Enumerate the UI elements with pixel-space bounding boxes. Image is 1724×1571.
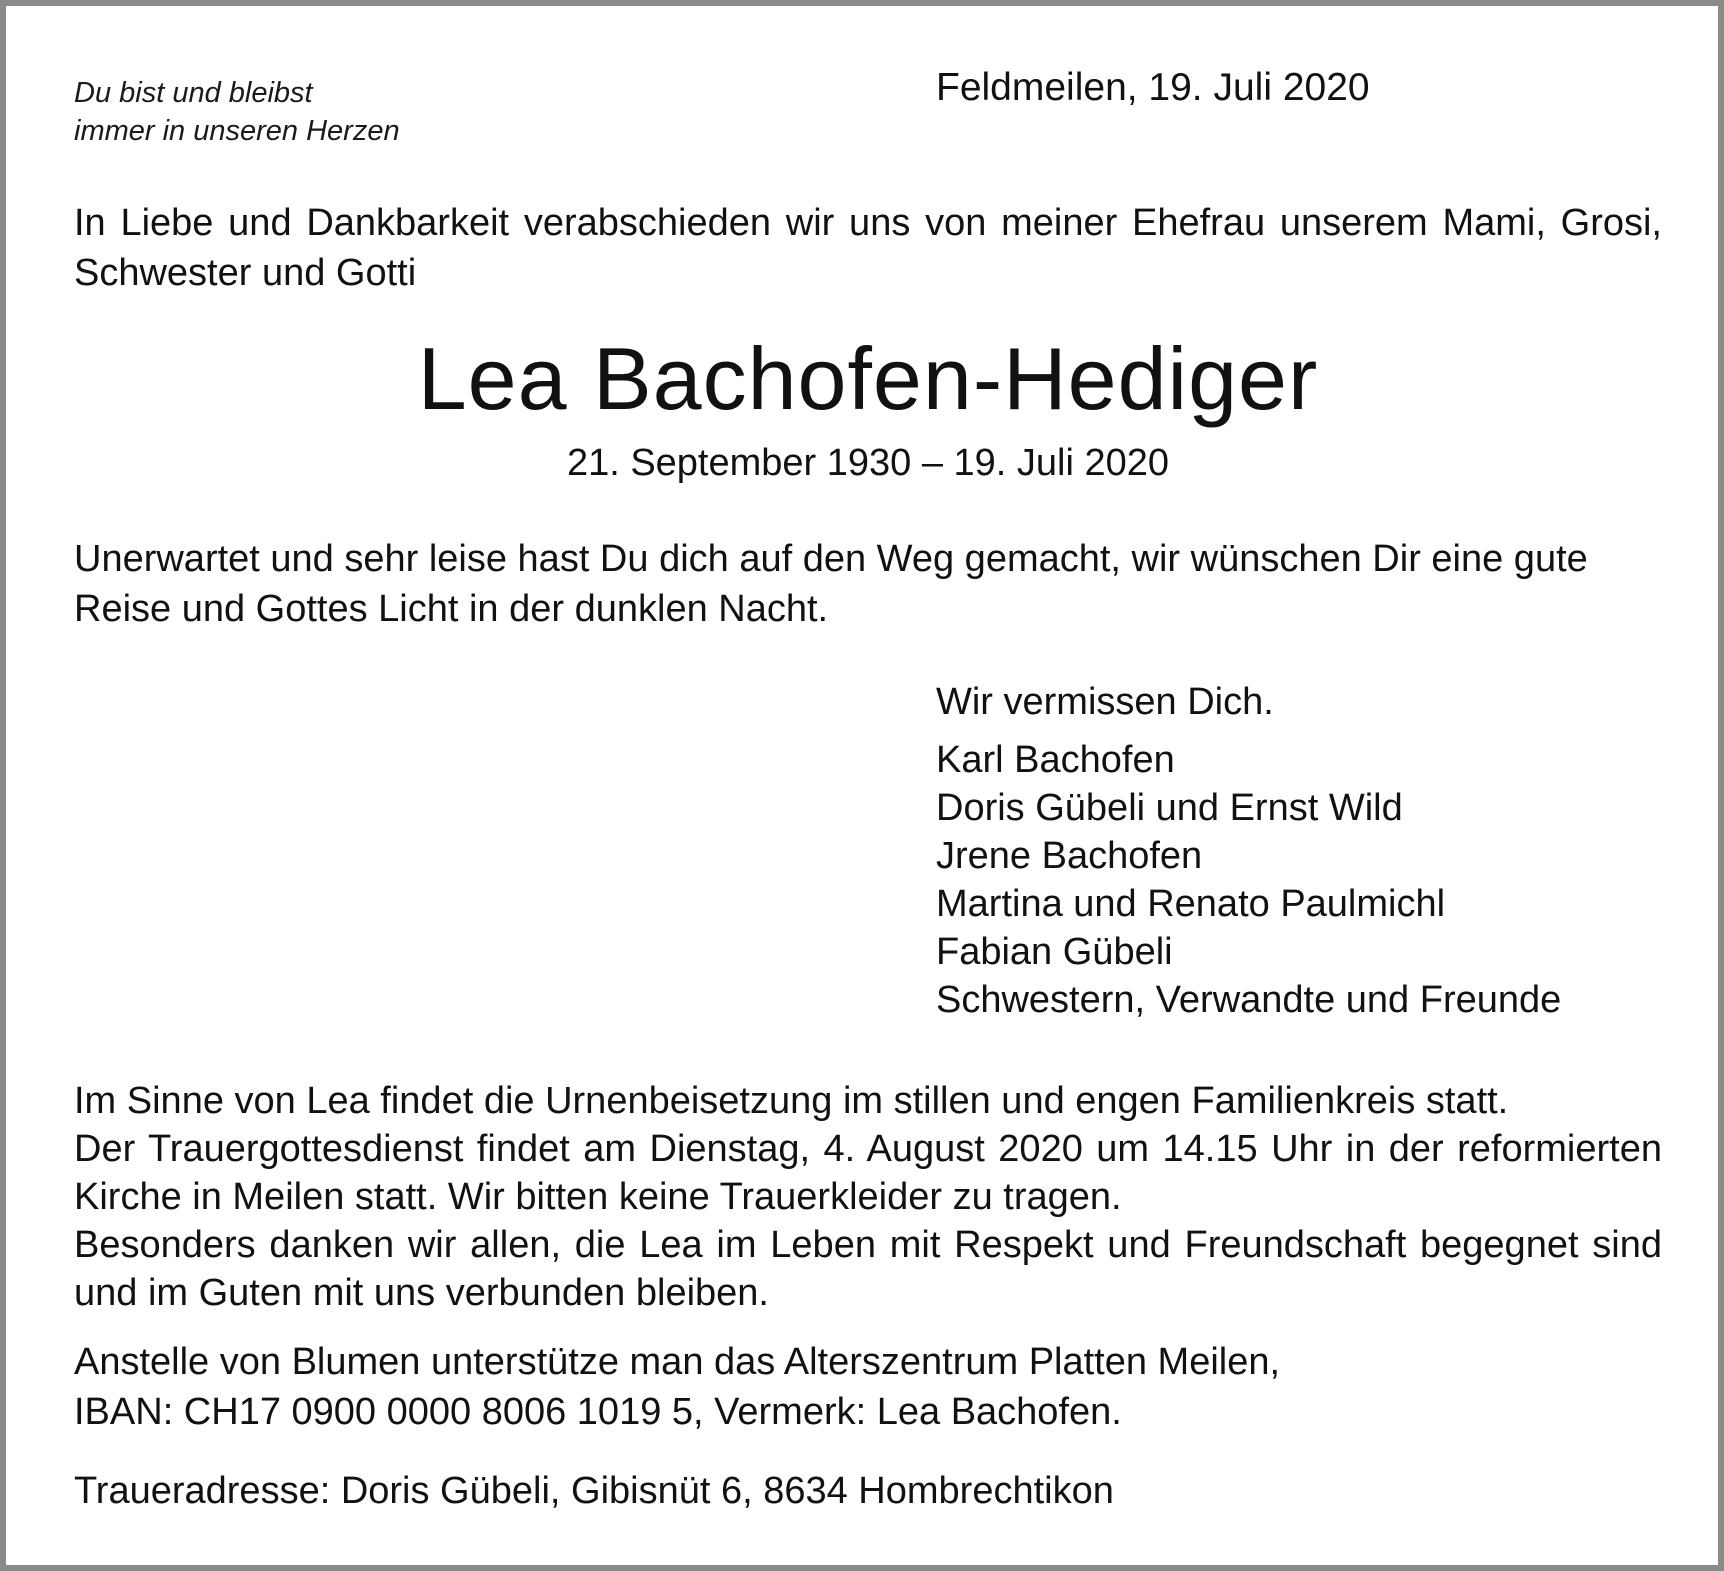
signoff xyxy=(936,678,1561,1024)
deceased-name: Lea Bachofen-Hediger xyxy=(417,329,1319,428)
donation-line-2: IBAN: CH17 0900 0000 8006 1019 5, Vermerk: Lea Bachofen. xyxy=(74,1391,1122,1433)
farewell-text: Unerwartet und sehr leise hast Du dich auf den Weg gemacht, wir wünschen Dir eine gute Reise und Gottes Licht in der dunklen Nacht. xyxy=(74,538,1588,630)
mourning-address: Traueradresse: Doris Gübeli, Gibisnüt 6, 8634 Hombrechtikon xyxy=(74,1470,1114,1512)
mourner-name: Martina und Renato Paulmichl xyxy=(936,883,1446,925)
mourner-name: Fabian Gübeli xyxy=(936,931,1173,973)
mourner-name: Schwestern, Verwandte und Freunde xyxy=(936,979,1562,1021)
life-dates: 21. September 1930 – 19. Juli 2020 xyxy=(566,442,1170,484)
donation-info xyxy=(74,1337,1662,1437)
place-date: Feldmeilen, 19. Juli 2020 xyxy=(936,66,1370,109)
mourner-name: Jrene Bachofen xyxy=(936,835,1203,877)
mourner-name: Doris Gübeli und Ernst Wild xyxy=(936,787,1403,829)
miss-line: Wir vermissen Dich. xyxy=(936,681,1274,723)
mourner-list xyxy=(936,736,1561,1024)
motto xyxy=(74,74,400,150)
motto-line-2: immer in unseren Herzen xyxy=(74,115,400,147)
service-info xyxy=(74,1077,1662,1317)
motto-line-1: Du bist und bleibst xyxy=(74,77,313,109)
service-paragraph-ceremony: Der Trauergottesdienst findet am Dienstag, 4. August 2020 um 14.15 Uhr in der reformierten Kirche in Meilen statt. Wir bitten keine Trauerkleider zu tragen. xyxy=(74,1128,1662,1218)
donation-line-1: Anstelle von Blumen unterstütze man das Alterszentrum Platten Meilen, xyxy=(74,1341,1281,1383)
mourner-name: Karl Bachofen xyxy=(936,739,1175,781)
service-paragraph-burial: Im Sinne von Lea findet die Urnenbeisetzung im stillen und engen Familienkreis statt. xyxy=(74,1080,1509,1122)
intro-text: In Liebe und Dankbarkeit verabschieden wir uns von meiner Ehefrau unserem Mami, Grosi, Schwester und Gotti xyxy=(74,202,1662,294)
service-paragraph-thanks: Besonders danken wir allen, die Lea im Leben mit Respekt und Freundschaft begegnet sind und im Guten mit uns verbunden bleiben. xyxy=(74,1224,1662,1314)
